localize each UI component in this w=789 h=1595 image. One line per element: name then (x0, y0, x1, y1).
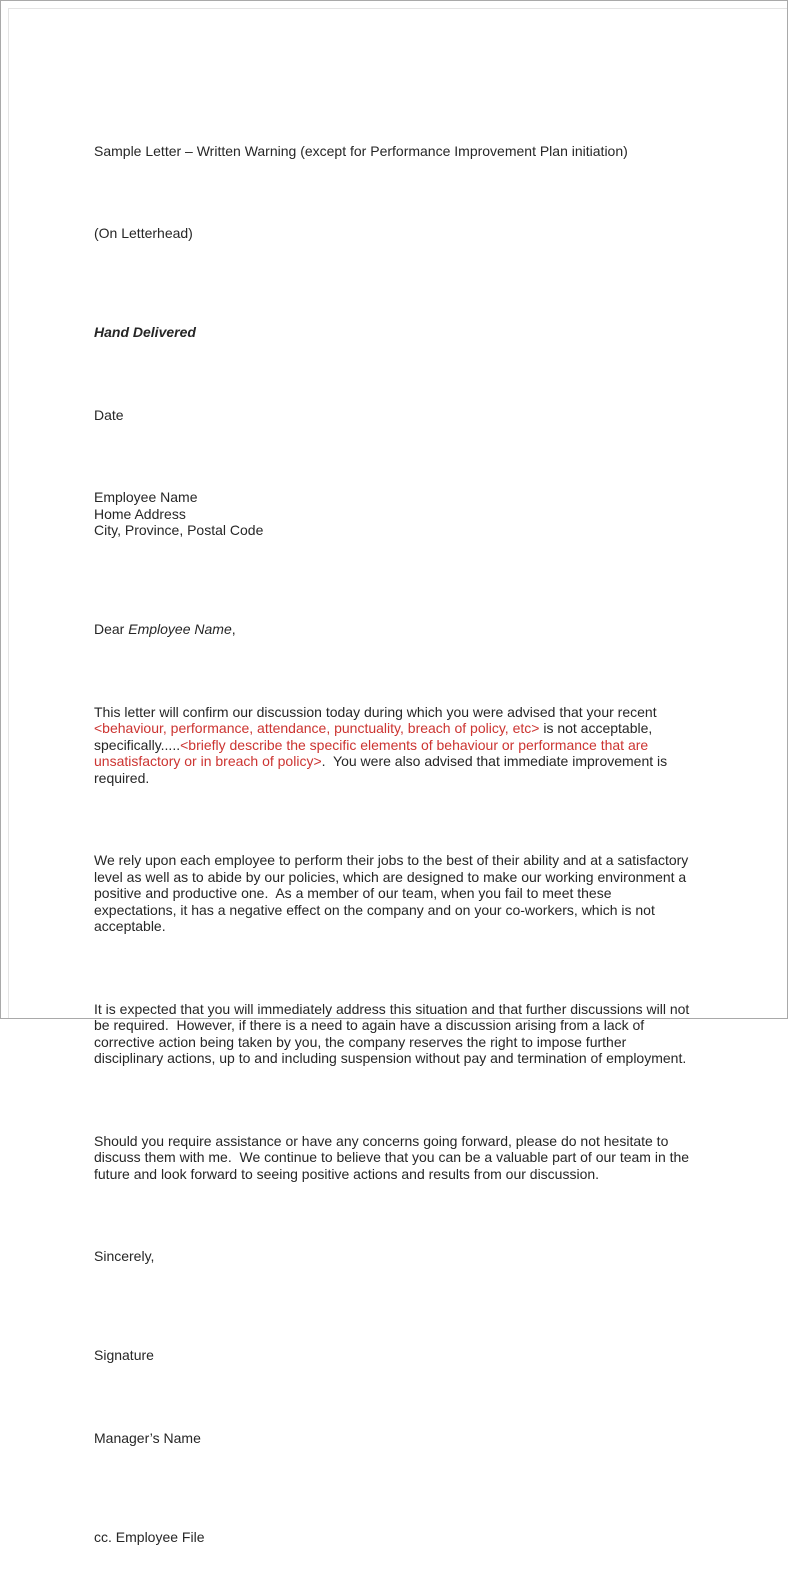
closing: Sincerely, (94, 1248, 155, 1264)
signature-placeholder: Signature (94, 1347, 154, 1363)
paragraph-discussion-confirmation: This letter will confirm our discussion today during which you were advised that your recent <behaviour, performance, attendance, punctuality, breach of policy, etc> is not acceptable, specifically.....<briefly describe the specific elements of behaviour or performance that are unsatisfactory or in breach of policy>. You were also advised that immediate improvement is required. (94, 703, 668, 786)
paragraph-consequences: It is expected that you will immediately address this situation and that further discussions will not be required. However, if there is a need to again have a discussion arising from a lack of corrective action being taken by you, the company reserves the right to impose further disciplinary actions, up to and including suspension without pay and termination of employment. (94, 1000, 690, 1066)
letter-content (1, 1, 789, 1595)
cc-line: cc. Employee File (94, 1528, 205, 1545)
letterhead-note: (On Letterhead) (94, 225, 193, 241)
document-title: Sample Letter – Written Warning (except for Performance Improvement Plan initiation) (94, 142, 628, 159)
date-placeholder: Date (94, 406, 124, 423)
delivery-method: Hand Delivered (94, 324, 196, 340)
paragraph-expectations: We rely upon each employee to perform their jobs to the best of their ability and at a satisfactory level as well as to abide by our policies, which are designed to make our working environment a positive and productive one. As a member of our team, when you fail to meet these expectations, it has a negative effect on the company and on your co-workers, which is not acceptable. (94, 852, 689, 934)
salutation: Dear Employee Name, (94, 621, 236, 637)
paragraph-assistance: Should you require assistance or have any concerns going forward, please do not hesitate to discuss them with me. We continue to believe that you can be a valuable part of our team in the future and look forward to seeing positive actions and results from our discussion. (94, 1132, 690, 1182)
recipient-address-block: Employee Name Home Address City, Province, Postal Code (94, 489, 264, 538)
manager-name-placeholder: Manager’s Name (94, 1429, 201, 1446)
